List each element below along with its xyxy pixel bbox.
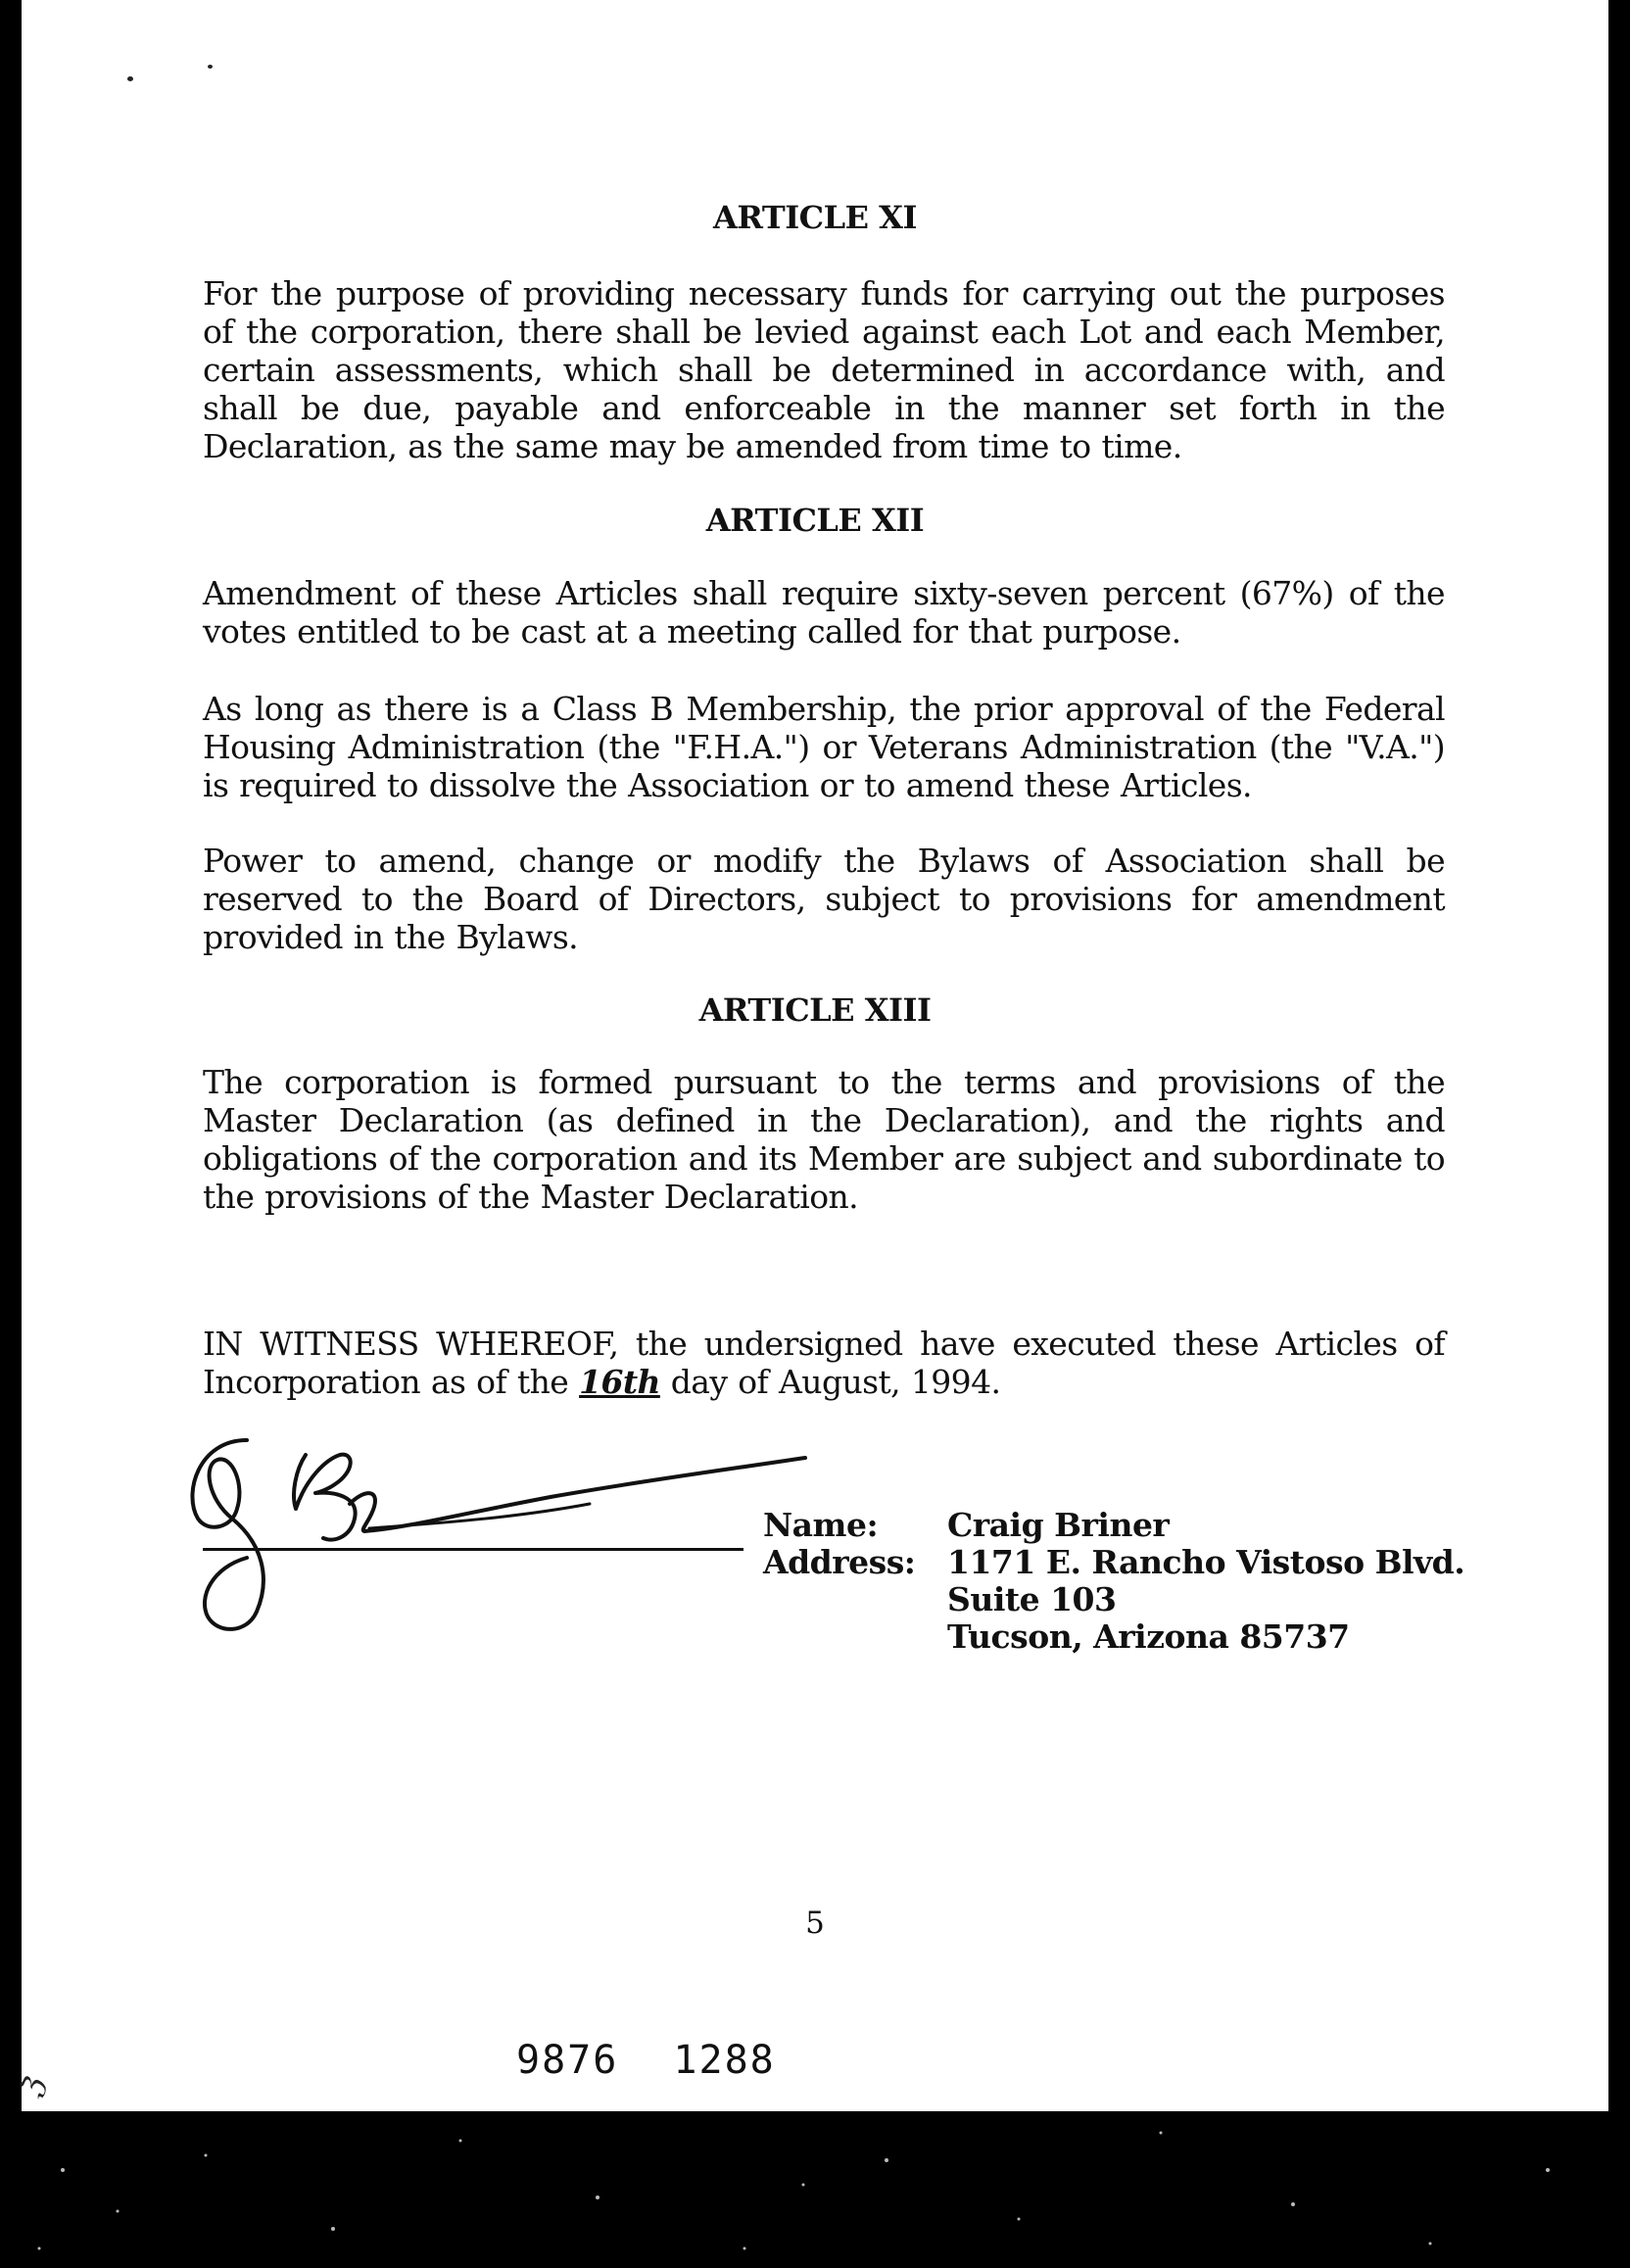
signer-name: Craig Briner — [947, 1506, 1170, 1544]
article-paragraph: As long as there is a Class B Membership, the prior approval of the Federal Housing Administration (the "F.H.A.") or Veterans Administration (the "V.A.") is required to dissolve the Association or to amend these Articles. — [203, 690, 1445, 804]
name-label: Name: — [763, 1506, 879, 1544]
article-heading: ARTICLE XIII — [698, 991, 932, 1029]
signature-labels — [763, 1507, 915, 1581]
article-paragraph: The corporation is formed pursuant to the terms and provisions of the Master Declaration (as defined in the Declaration), and the rights and obligations of the corporation and its Member are subject and subordinate to the provisions of the Master Declaration. — [203, 1063, 1445, 1216]
address-line-1: 1171 E. Rancho Vistoso Blvd. — [947, 1543, 1465, 1581]
article-paragraph: For the purpose of providing necessary funds for carrying out the purposes of the corporation, there shall be levied against each Lot and each Member, certain assessments, which shall be determined in accordance with, and shall be due, payable and enforceable in the manner set forth in the Declaration, as the same may be amended from time to time. — [203, 274, 1445, 465]
article-heading: ARTICLE XII — [705, 502, 925, 539]
page-number: 5 — [805, 1906, 825, 1941]
witness-line-2 — [203, 1363, 1445, 1401]
witness-line-1: IN WITNESS WHEREOF, the undersigned have executed these Articles of — [203, 1325, 1445, 1363]
article-paragraph: Amendment of these Articles shall require sixty-seven percent (67%) of the votes entitled to be cast at a meeting called for that purpose. — [203, 574, 1445, 651]
document-number: 9876 1288 — [516, 2038, 776, 2083]
address-line-2: Suite 103 — [947, 1580, 1117, 1618]
corner-mark: ℨ — [14, 2069, 54, 2103]
scan-noise — [0, 2111, 1630, 2268]
witness-line-2-after: day of August, 1994. — [670, 1363, 1001, 1401]
scan-speck — [208, 65, 213, 69]
article-paragraph: Power to amend, change or modify the Bylaws of Association shall be reserved to the Board of Directors, subject to provisions for amendment provided in the Bylaws. — [203, 842, 1445, 956]
signature-values — [947, 1507, 1464, 1656]
address-line-3: Tucson, Arizona 85737 — [947, 1617, 1350, 1656]
article-heading: ARTICLE XI — [713, 199, 917, 236]
page-content — [14, 0, 1608, 2111]
scan-speck — [127, 76, 133, 81]
handwritten-day: 16th — [579, 1363, 660, 1401]
witness-clause — [203, 1325, 1445, 1401]
address-label: Address: — [763, 1543, 916, 1581]
document-page — [14, 0, 1608, 2111]
witness-line-2-before: Incorporation as of the — [203, 1363, 569, 1401]
